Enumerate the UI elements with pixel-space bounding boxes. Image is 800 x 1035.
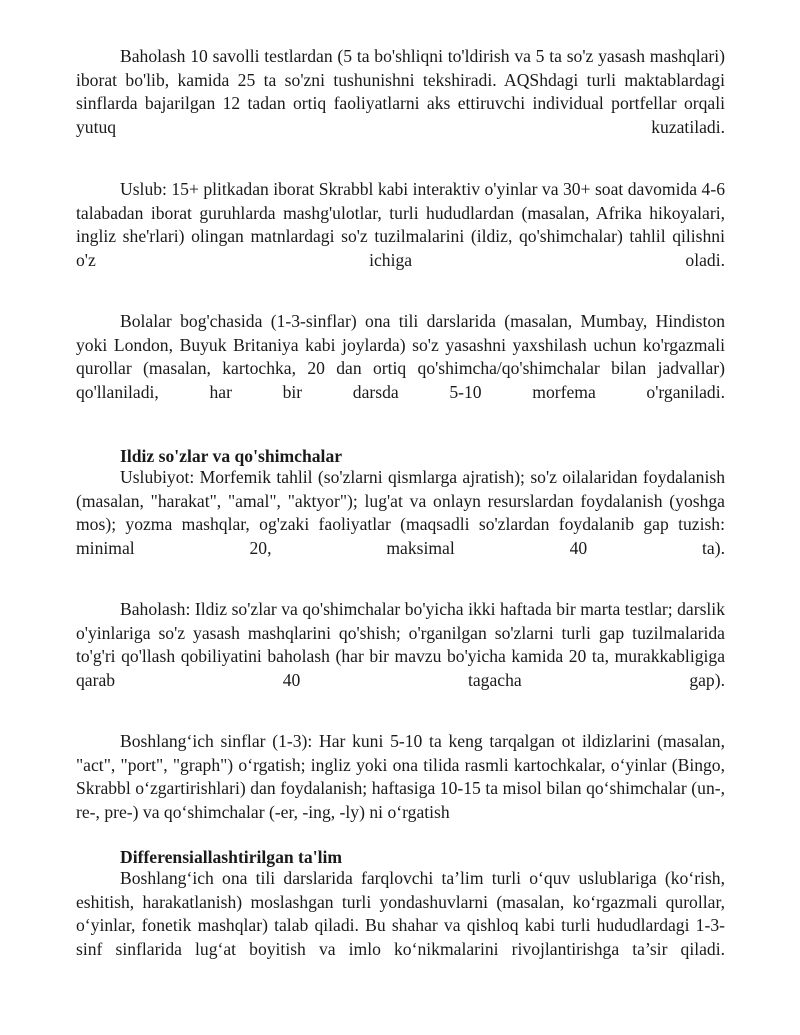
heading-root-words: Ildiz so'zlar va qo'shimchalar <box>120 446 343 466</box>
paragraph-method-games: Uslub: 15+ plitkadan iborat Skrabbl kabi interaktiv o'yinlar va 30+ soat davomida 4-6 talabadan iborat guruhlarda mashg'ulotlar, turli hududlardan (masalan, Afrika hikoyalari, ingliz she'rlari) olingan matnlardagi so'z tuzilmalarini (ildiz, qo'shimchalar) tahlil qilishni o'z ichiga oladi. <box>76 179 725 270</box>
paragraph-methodology-morphemic: Uslubiyot: Morfemik tahlil (so'zlarni qismlarga ajratish); so'z oilalaridan foydalanish (masalan, "harakat", "amal", "aktyor"); lug'at va onlayn resurslardan foydalanish (yoshga mos); yozma mashqlar, og'zaki faoliyatlar (maqsadli so'zlardan foydalanib gap tuzish: minimal 20, maksimal 40 ta). <box>76 467 725 558</box>
paragraph-assessment-biweekly: Baholash: Ildiz so'zlar va qo'shimchalar bo'yicha ikki haftada bir marta testlar; darslik o'yinlariga so'z yasash mashqlarini qo'shish; o'rganilgan so'zlarni turli gap tuzilmalarida to'g'ri qo'llash qobiliyatini baholash (har bir mavzu bo'yicha kamida 20 ta, murakkabligiga qarab 40 tagacha gap). <box>76 599 725 690</box>
paragraph-kindergarten-visual-aids: Bolalar bog'chasida (1-3-sinflar) ona tili darslarida (masalan, Mumbay, Hindiston yoki London, Buyuk Britaniya kabi joylarda) so'z yasashni yaxshilash uchun ko'rgazmali qurollar (masalan, kartochka, 20 dan ortiq qo'shimcha/qo'shimchalar bilan jadvallar) qo'llaniladi, har bir darsda 5-10 morfema o'rganiladi. <box>76 311 725 402</box>
paragraph-primary-classes: Boshlang‘ich sinflar (1-3): Har kuni 5-10 ta keng tarqalgan ot ildizlarini (masalan, "act", "port", "graph") o‘rgatish; ingliz yoki ona tilida rasmli kartochkalar, o‘yinlar (Bingo, Skrabbl o‘zgartirishlari) dan foydalanish; haftasiga 10-15 ta misol bilan qo‘shimchalar (un-, re-, pre-) va qo‘shimchalar (-er, -ing, -ly) ni o‘rgatish <box>76 731 725 822</box>
paragraph-differentiated-learning: Boshlang‘ich ona tili darslarida farqlovchi ta’lim turli o‘quv uslublariga (ko‘rish, eshitish, harakatlanish) moslashgan turli yondashuvlarni (masalan, ko‘rgazmali qurollar, o‘yinlar, fonetik mashqlar) talab qiladi. Bu shahar va qishloq kabi turli hududlardagi 1-3-sinf sinflarida lug‘at boyitish va imlo ko‘nikmalarini rivojlantirishga ta’sir qiladi. <box>76 868 725 959</box>
paragraph-assessment-portfolios: Baholash 10 savolli testlardan (5 ta bo'shliqni to'ldirish va 5 ta so'z yasash mashqlari) iborat bo'lib, kamida 25 ta so'zni tushunishni tekshiradi. AQShdagi turli maktablardagi sinflarda bajarilgan 12 tadan ortiq faoliyatlarni aks ettiruvchi individual portfellar orqali yutuq kuzatiladi. <box>76 46 725 137</box>
heading-differentiated-learning: Differensiallashtirilgan ta'lim <box>120 847 343 867</box>
